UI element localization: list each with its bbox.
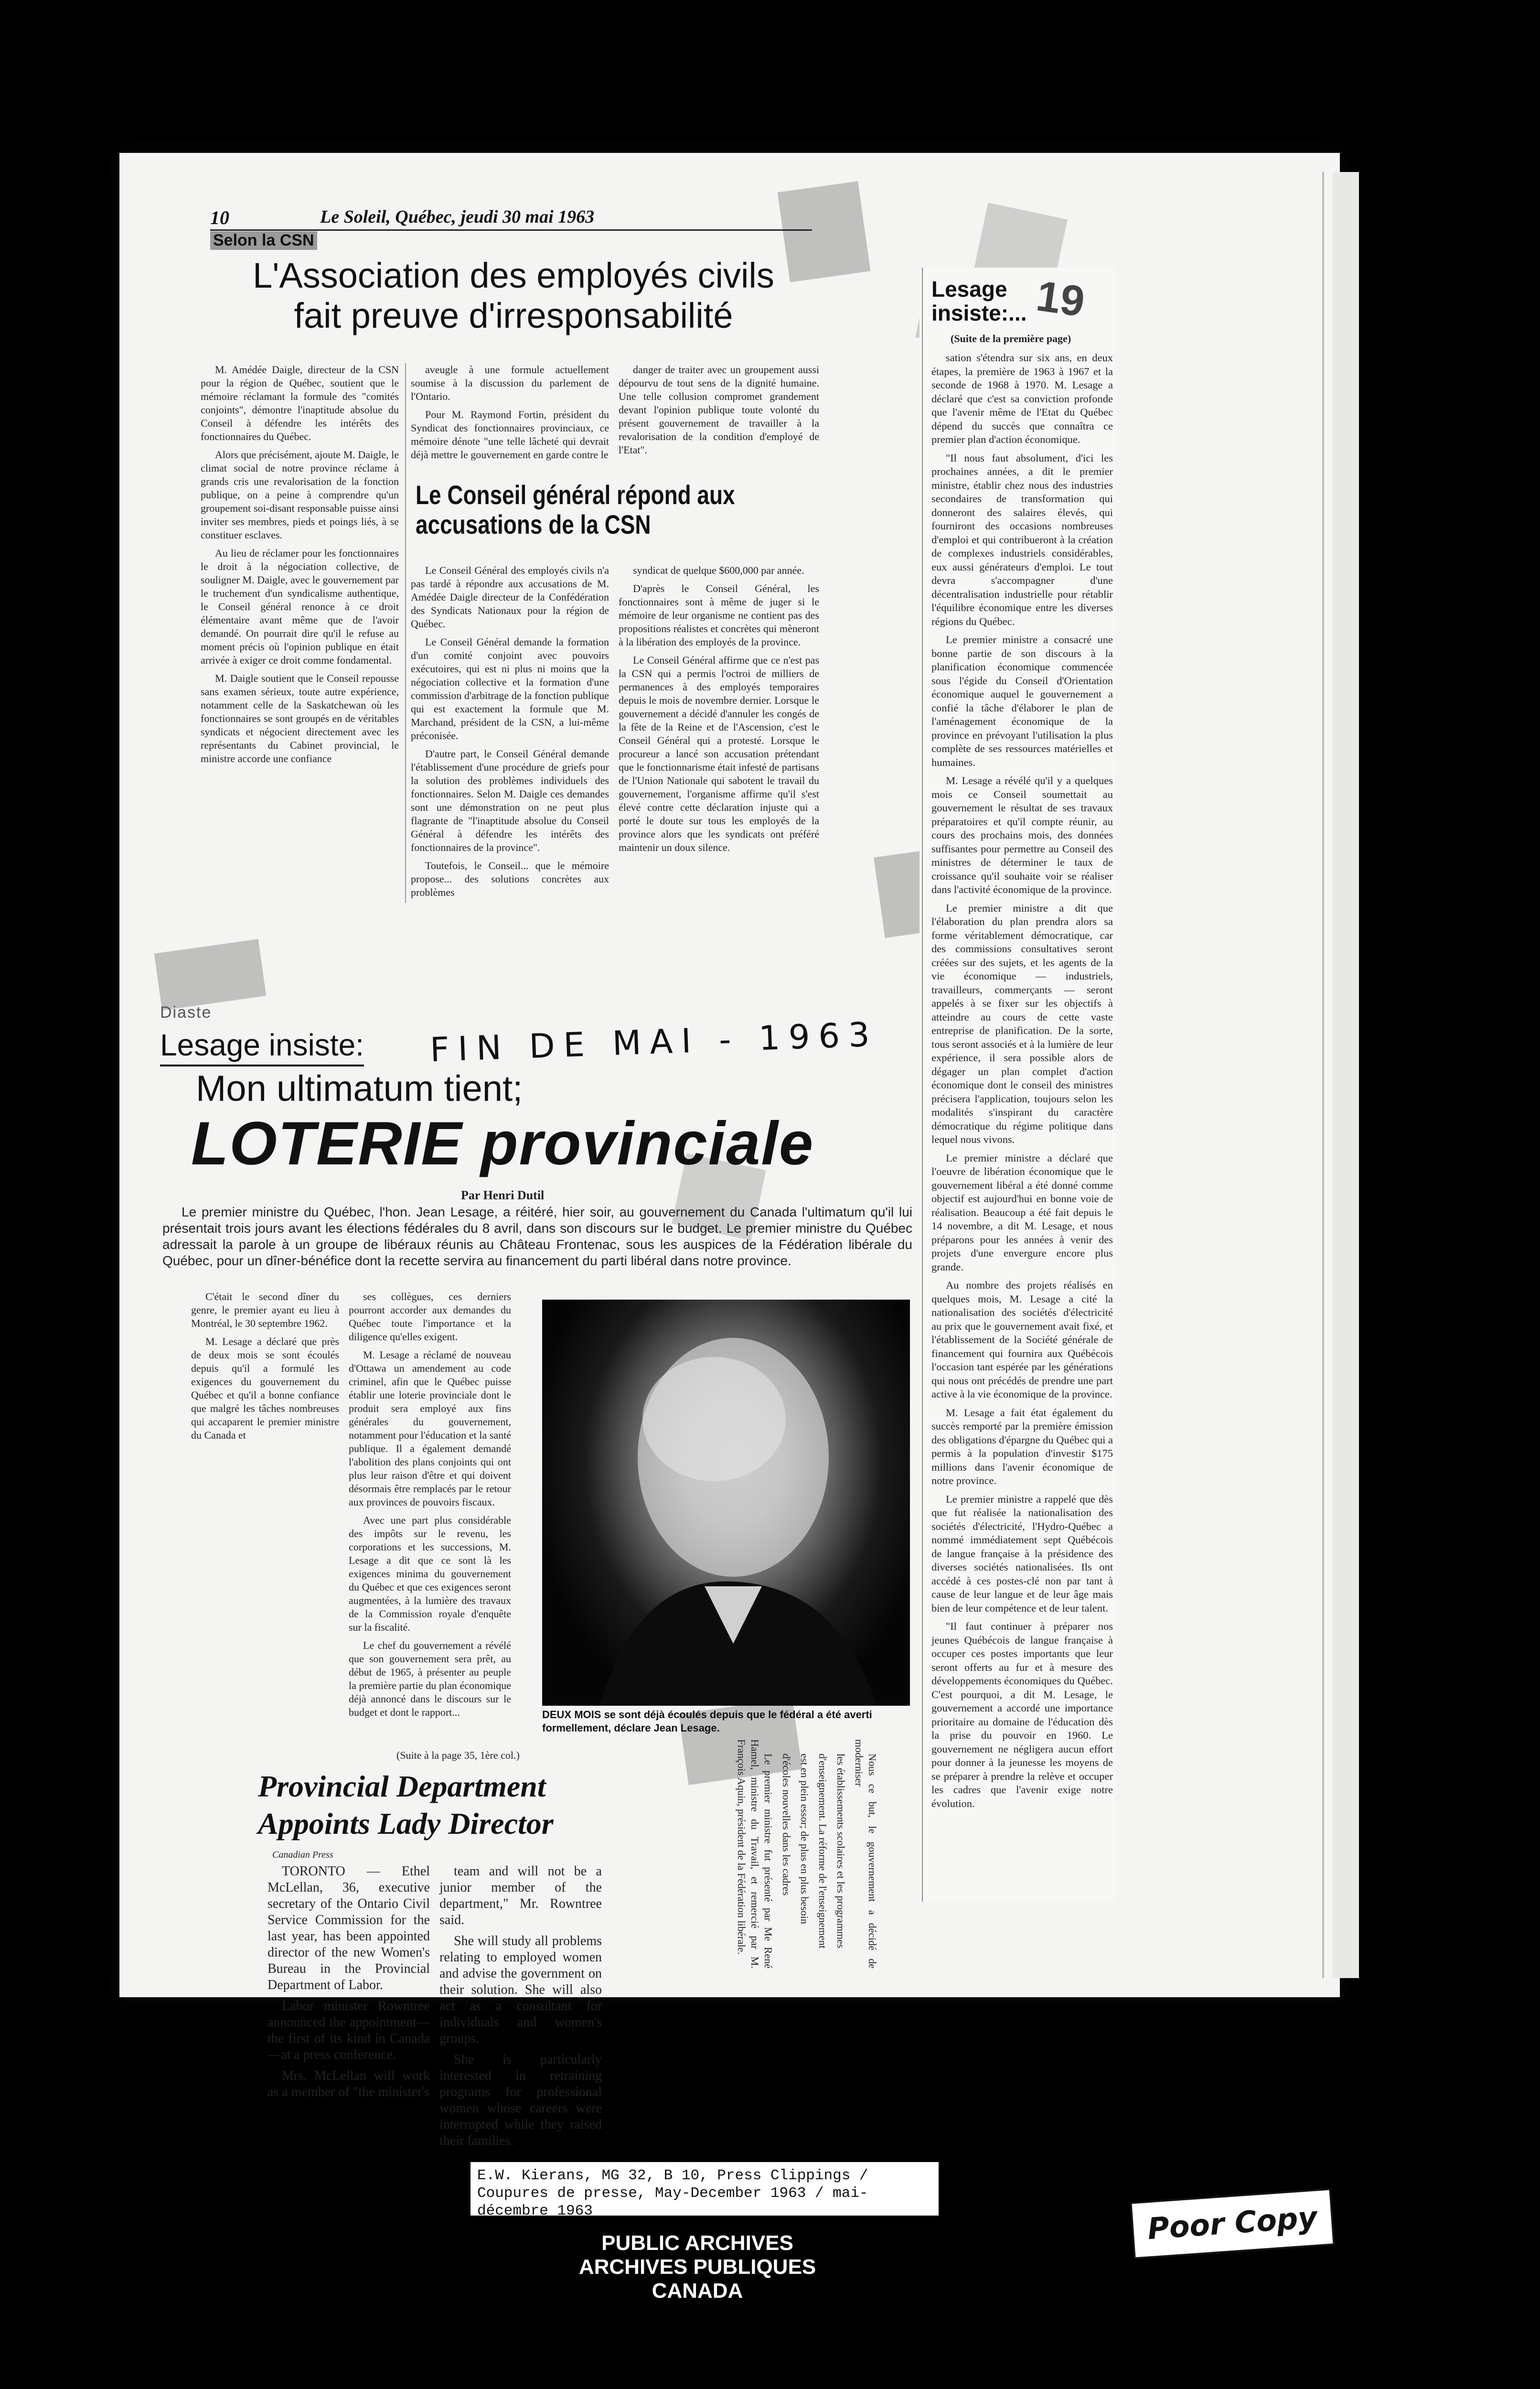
paper-edge-right — [1333, 172, 1359, 1978]
paragraph: M. Amédée Daigle, directeur de la CSN pour la région de Québec, soutient que le mémoire réclamant la formule des "comités conjoints", démontre l'inaptitude absolue du Conseil à défendre les intérêts des fonctionnaires du Québec. — [201, 364, 399, 442]
paragraph: Le Conseil Général affirme que ce n'est pas la CSN qui a permis l'octroi de milliers de permanences à des employés temporaires depuis le mois de novembre dernier. Lorsque le gouvernement a décidé d'annuler les congés de la fête de la Reine et de l'Ascension, c'est le Conseil Général qui a protesté. Lorsque le procureur a lancé son accusation prétendant que le fonctionnarisme était infesté de partisans de l'Union Nationale qui sabotent le travail du gouvernement, l'organisme affirme qu'il s'est élevé contre cette déclaration injuste qui a porté le doute sur tous les employés de la province alors que les syndicats ont préféré maintenir un doux silence. — [619, 654, 819, 853]
archive-stamp — [554, 2231, 841, 2303]
article-2-headline: Le Conseil général répond aux accusations de la CSN — [416, 480, 735, 539]
rotated-clipping-text — [730, 1739, 879, 1969]
article-3-continued: (Suite à la page 35, 1ère col.) — [396, 1749, 520, 1761]
newspaper-header: Le Soleil, Québec, jeudi 30 mai 1963 — [320, 207, 595, 227]
paragraph: D'après le Conseil Général, les fonctionnaires sont à même de juger si le mémoire de leur organisme ne contient pas des propositions réalistes et concrètes qui mèneront à la libération des employés de la province. — [619, 582, 819, 648]
paragraph: aveugle à une formule actuellement soumise à la discussion du parlement de l'Ontario. — [411, 364, 609, 402]
article-1-headline: L'Association des employés civils fait preuve d'irresponsabilité — [253, 256, 774, 335]
page-number: 10 — [210, 207, 229, 228]
article-4-headline: Provincial Department Appoints Lady Director — [258, 1769, 554, 1840]
poor-copy-label — [1130, 2188, 1334, 2259]
header-rule — [210, 229, 812, 231]
paragraph: Le premier ministre a rappelé que dès que fut réalisée la nationalisation des sociétés d'électricité, l'Hydro-Québec a nommé immédiatement sept Québécois de langue française à la présidence des diverses sociétés nationalisées. Ils ont accédé à ces postes-clé non par tant à cause de leur langue et de leur âge mais bien de leur compétence et de leur talent. — [931, 1493, 1113, 1614]
article-3-headline: LOTERIE provinciale — [191, 1109, 814, 1178]
paragraph: M. Lesage a réclamé de nouveau d'Ottawa un amendement au code criminel, afin que le Québec puisse établir une loterie provinciale dont le produit sera employé aux fins générales du gouvernement, notamment pour l'éducation et la santé publique. Il a également demandé l'abolition des plans conjoints qui ont plus leur raison d'être et qui doivent désormais être remplacés par le retour aux provinces de pouvoirs fiscaux. — [349, 1349, 511, 1508]
paragraph: Le premier ministre a consacré une bonne partie de son discours à la planification économique commencée sous l'égide du Conseil d'Orientation économique auquel le gouvernement a confié la tâche d'élaborer le plan de l'aménagement économique de la province en prévoyant l'utilisation la plus complète de ses ressources matérielles et humaines. — [931, 634, 1113, 768]
article-5-kicker: Lesage insiste:... — [931, 277, 1027, 325]
article-2-column-1 — [411, 564, 609, 984]
archive-reference — [471, 2162, 939, 2219]
paragraph: ses collègues, ces derniers pourront accorder aux demandes du Québec toute l'importance et la diligence qu'elles exigent. — [349, 1291, 511, 1343]
article-4-column-1 — [267, 1863, 430, 2099]
paragraph: Le premier ministre a déclaré que l'oeuvre de libération économique que le gouvernement libéral a été donné comme objectif est aujourd'hui en bonne voie de réalisation. Beaucoup a été fait depuis le 14 novembre, a dit M. Lesage, et nous préparons pour les années à venir des projets d'une envergure encore plus grande. — [931, 1151, 1113, 1273]
stray-number: 19 — [1033, 272, 1088, 326]
paragraph: Le chef du gouvernement a révélé que son gouvernement sera prêt, au début de 1965, à présenter au peuple la première partie du plan économique déjà annoncé dans le discours sur le budget et dont le rapport... — [349, 1639, 511, 1718]
paragraph: d'écoles nouvelles dans les cadres — [781, 1754, 792, 1896]
paragraph: Le Conseil Général des employés civils n'a pas tardé à répondre aux accusations de M. Amédée Daigle directeur de la Confédération des Syndicats Nationaux pour la région de Québec. — [411, 564, 609, 630]
paragraph: Labor minister Rowntree announced the appointment—the first of its kind in Canada—at a press conference. — [267, 1999, 430, 2062]
portrait-photo-jean-lesage — [542, 1300, 910, 1706]
stray-tag: Diaste — [160, 1003, 212, 1022]
rotated-clipping — [678, 1739, 879, 1973]
paragraph: Pour M. Raymond Fortin, président du Syndicat des fonctionnaires provinciaux, ce mémoire dénote "une telle lâcheté qui devrait déjà mettre le gouvernement en garde contre le — [411, 409, 609, 461]
article-1-column-2 — [411, 363, 609, 473]
article-3-tag: Lesage insiste: — [160, 1027, 364, 1066]
paragraph: Le premier ministre a dit que l'élaboration du plan prendra alors sa forme véritablement démocratique, car des commissions consultatives seront créées sur des sujets, et les agents de la vie économique — industriels, travailleurs, commerçants — seront appelés à se fixer sur les objectifs à atteindre au cours de cette vaste entreprise de planification. De la sorte, tous seront associés et à la lumière de leur expérience, il sera possible alors de dégager un plan complet d'action économique dont le conseil des ministres précisera l'application, toujours selon les modalités s'inspirant du caractère démocratique du régime politique dans lequel nous vivons. — [931, 902, 1113, 1145]
paragraph: M. Daigle soutient que le Conseil repousse sans examen sérieux, toute autre expérience, notamment celle de la Saskatchewan où les fonctionnaires se sont groupés en de véritables syndicats et négocient directement avec les représentants du Cabinet provincial, le ministre accorde une confiance — [201, 672, 399, 764]
stamp-line-country: CANADA — [652, 2279, 743, 2303]
handwritten-date: FIN DE MAI - 1963 — [429, 1014, 879, 1070]
article-3-column-1 — [191, 1290, 339, 1441]
article-3-column-2 — [349, 1290, 511, 1749]
paragraph: C'était le second dîner du genre, le premier ayant eu lieu à Montréal, le 30 septembre 1962. — [191, 1291, 339, 1329]
paragraph: Au nombre des projets réalisés en quelques mois, M. Lesage a cité la nationalisation des sociétés d'électricité au prix que le gouvernement avait fixé, et l'établissement de la Société générale de financement qui fournira aux Québécois l'occasion tant espérée par les générations qui nous ont précédés de prendre une part active à la vie économique de la province. — [931, 1279, 1113, 1400]
paragraph: TORONTO — Ethel McLellan, 36, executive secretary of the Ontario Civil Service Commission for the last year, has been appointed director of the new Women's Bureau in the Provincial Department of Labor. — [267, 1864, 430, 1992]
article-1-kicker: Selon la CSN — [210, 231, 317, 250]
paragraph: She is particularly interested in retraining programs for professional women whose careers were interrupted while they raised their families. — [439, 2052, 602, 2148]
paragraph: She will study all problems relating to employed women and advise the government on their solution. She will also act as a consultant for individuals and women's groups. — [439, 1934, 602, 2046]
article-1-column-1 — [201, 363, 399, 889]
paragraph: Au lieu de réclamer pour les fonctionnaires le droit à la négociation collective, de souligner M. Daigle, avec le gouvernement par le truchement d'un syndicalisme authentique, le Conseil général renonce à ce droit élémentaire avant même que de l'avoir demandé. On pourrait dire qu'il le refuse au moment précis où l'opinion publique en était arrivée à exiger ce droit comme fondamental. — [201, 547, 399, 666]
paragraph: syndicat de quelque $600,000 par année. — [633, 564, 804, 576]
paragraph: Le Conseil Général demande la formation d'un comité conjoint avec pouvoirs exécutoires, qui est ni plus ni moins que la négociation collective et la formation d'une commission d'arbitrage de la fonction publique qui est exactement la formule que M. Marchand, président de la CSN, a lui-même préconisée. — [411, 636, 609, 742]
stamp-line-fr: ARCHIVES PUBLIQUES — [578, 2255, 816, 2279]
article-1-column-3 — [619, 363, 819, 473]
article-4-column-2 — [439, 1863, 602, 2148]
paragraph: M. Lesage a déclaré que près de deux mois se sont écoulés depuis qu'il a formulé les exigences du gouvernement du Québec et qu'il a bonne confiance que malgré les tâches nombreuses qui accaparent le premier ministre du Canada et — [191, 1335, 339, 1441]
paragraph: les établissements scolaires et les programmes — [835, 1754, 847, 1948]
paragraph: Avec une part plus considérable des impôts sur le revenu, les corporations et les successions, M. Lesage a dit que ce sont là les exigences minima du gouvernement du Québec et que ces exigences seront augmentées, à la lumière des travaux de la Commission royale d'enquête sur la fiscalité. — [349, 1514, 511, 1633]
paragraph: Toutefois, le Conseil... que le mémoire propose... des solutions concrètes aux problèmes — [411, 860, 609, 898]
paragraph: M. Lesage a révélé qu'il y a quelques mois ce Conseil soumettait au gouvernement le résultat de ses travaux préparatoires et qu'il compte réunir, au cours des prochains mois, des données suffisantes pour permettre au Conseil des ministres de déterminer le taux de croissance qu'il souhaite voir se réaliser dans l'activité économique de la province. — [931, 775, 1113, 895]
article-2-column-2 — [619, 564, 819, 946]
poor-copy-text: Poor Copy — [1146, 2199, 1318, 2247]
archive-reference-text: E.W. Kierans, MG 32, B 10, Press Clippings / Coupures de presse, May-December 1963 / mai-décembre 1963 — [477, 2167, 868, 2219]
article-5-column — [931, 351, 1113, 1995]
article-3-subhead: Mon ultimatum tient; — [196, 1068, 523, 1109]
article-5-continued: (Suite de la première page) — [951, 333, 1071, 344]
paragraph: sation s'étendra sur six ans, en deux étapes, la première de 1963 à 1967 et la seconde de 1968 à 1970. M. Lesage a déclaré que c'est sa conviction profonde que l'avenir même de l'Etat du Québec dépend du succès que connaîtra ce premier plan d'action économique. — [931, 352, 1113, 445]
paragraph: est en plein essor; de plus en plus besoin — [799, 1754, 811, 1924]
stamp-line-en: PUBLIC ARCHIVES — [601, 2231, 793, 2255]
column-rule — [922, 268, 923, 1902]
paragraph: D'autre part, le Conseil Général demande l'établissement d'une procédure de griefs pour la solution des problèmes individuels des fonctionnaires. Selon M. Daigle ces demandes sont une démonstration on ne peut plus flagrante de "l'inaptitude absolue du Conseil Général à défendre les intérêts des fonctionnaires de la province". — [411, 748, 609, 853]
paragraph: "Il nous faut absolument, d'ici les prochaines années, a dit le premier ministre, établir chez nous des industries secondaires de transformation qui donneront des salaires élevés, qui fourniront des occasions nombreuses d'emploi et qui contribueront à la création de complexes industriels considérables, eux aussi générateurs d'emploi. Le tout devra s'accompagner d'une décentralisation industrielle pour rétablir l'équilibre économique entre les diverses régions du Québec. — [931, 452, 1113, 627]
paper-fold-line — [1322, 172, 1324, 1978]
article-3-byline: Par Henri Dutil — [461, 1188, 545, 1202]
paragraph: M. Lesage a fait état également du succès remporté par la première émission des obligations d'épargne du Québec qui a permis à la population d'investir $175 millions dans l'avenir économique de notre province. — [931, 1406, 1113, 1486]
portrait-figure — [542, 1300, 910, 1706]
paragraph: Le premier ministre fut présenté par Me René Hamel, ministre du Travail, et remercié par M. François Aquin, président de la Fédération libérale. — [736, 1739, 774, 1969]
paragraph: team and will not be a junior member of the department," Mr. Rowntree said. — [439, 1864, 602, 1927]
paragraph: Nous ce but, le gouvernement a décidé de moderniser — [853, 1739, 878, 1969]
column-rule — [405, 363, 406, 903]
paragraph: "Il faut continuer à préparer nos jeunes Québécois de langue française à occuper ces postes importants que leur seront offerts au fur et à mesure des développements économiques du Québec. C'est pourquoi, a dit M. Lesage, le gouvernement a accordé une importance prioritaire au domaine de l'éducation dès la prise du pouvoir en 1960. Le gouvernement ne négligera aucun effort pour donner à la jeunesse les moyens de se préparer à prendre la relève et occuper les cadres que l'avenir exige notre évolution. — [931, 1620, 1113, 1809]
paragraph: Mrs. McLellan will work as a member of "the minister's — [267, 2068, 430, 2099]
paragraph: danger de traiter avec un groupement aussi dépourvu de tout sens de la dignité humaine. Une telle collusion compromet grandement devant l'opinion publique toute volonté du présent gouvernement de travailler à la revalorisation de la condition d'employé de l'Etat". — [619, 364, 819, 456]
photo-caption: DEUX MOIS se sont déjà écoulés depuis que le fédéral a été averti formellement, déclare Jean Lesage. — [542, 1709, 872, 1734]
article-4-source: Canadian Press — [272, 1850, 333, 1860]
paragraph: Alors que précisément, ajoute M. Daigle, le climat social de notre province réclame à grands cris une revalorisation de la fonction publique, on a peine à comprendre qu'un groupement soi-disant responsable puisse ainsi inviter ses membres, pieds et poings liés, à se constituer esclaves. — [201, 449, 399, 541]
paragraph: d'enseignement. La réforme de l'enseignement — [817, 1754, 829, 1949]
article-3-lede: Le premier ministre du Québec, l'hon. Jean Lesage, a réitéré, hier soir, au gouvernement du Canada l'ultimatum qu'il lui présentait trois jours avant les élections fédérales du 8 avril, dans son discours sur le budget. Le premier ministre du Québec adressait la parole à un groupe de libéraux réunis au Château Frontenac, sous les auspices de la Fédération libérale du Québec, pour un dîner-bénéfice dont la recette servira au financement du parti libéral dans notre province. — [162, 1205, 912, 1268]
